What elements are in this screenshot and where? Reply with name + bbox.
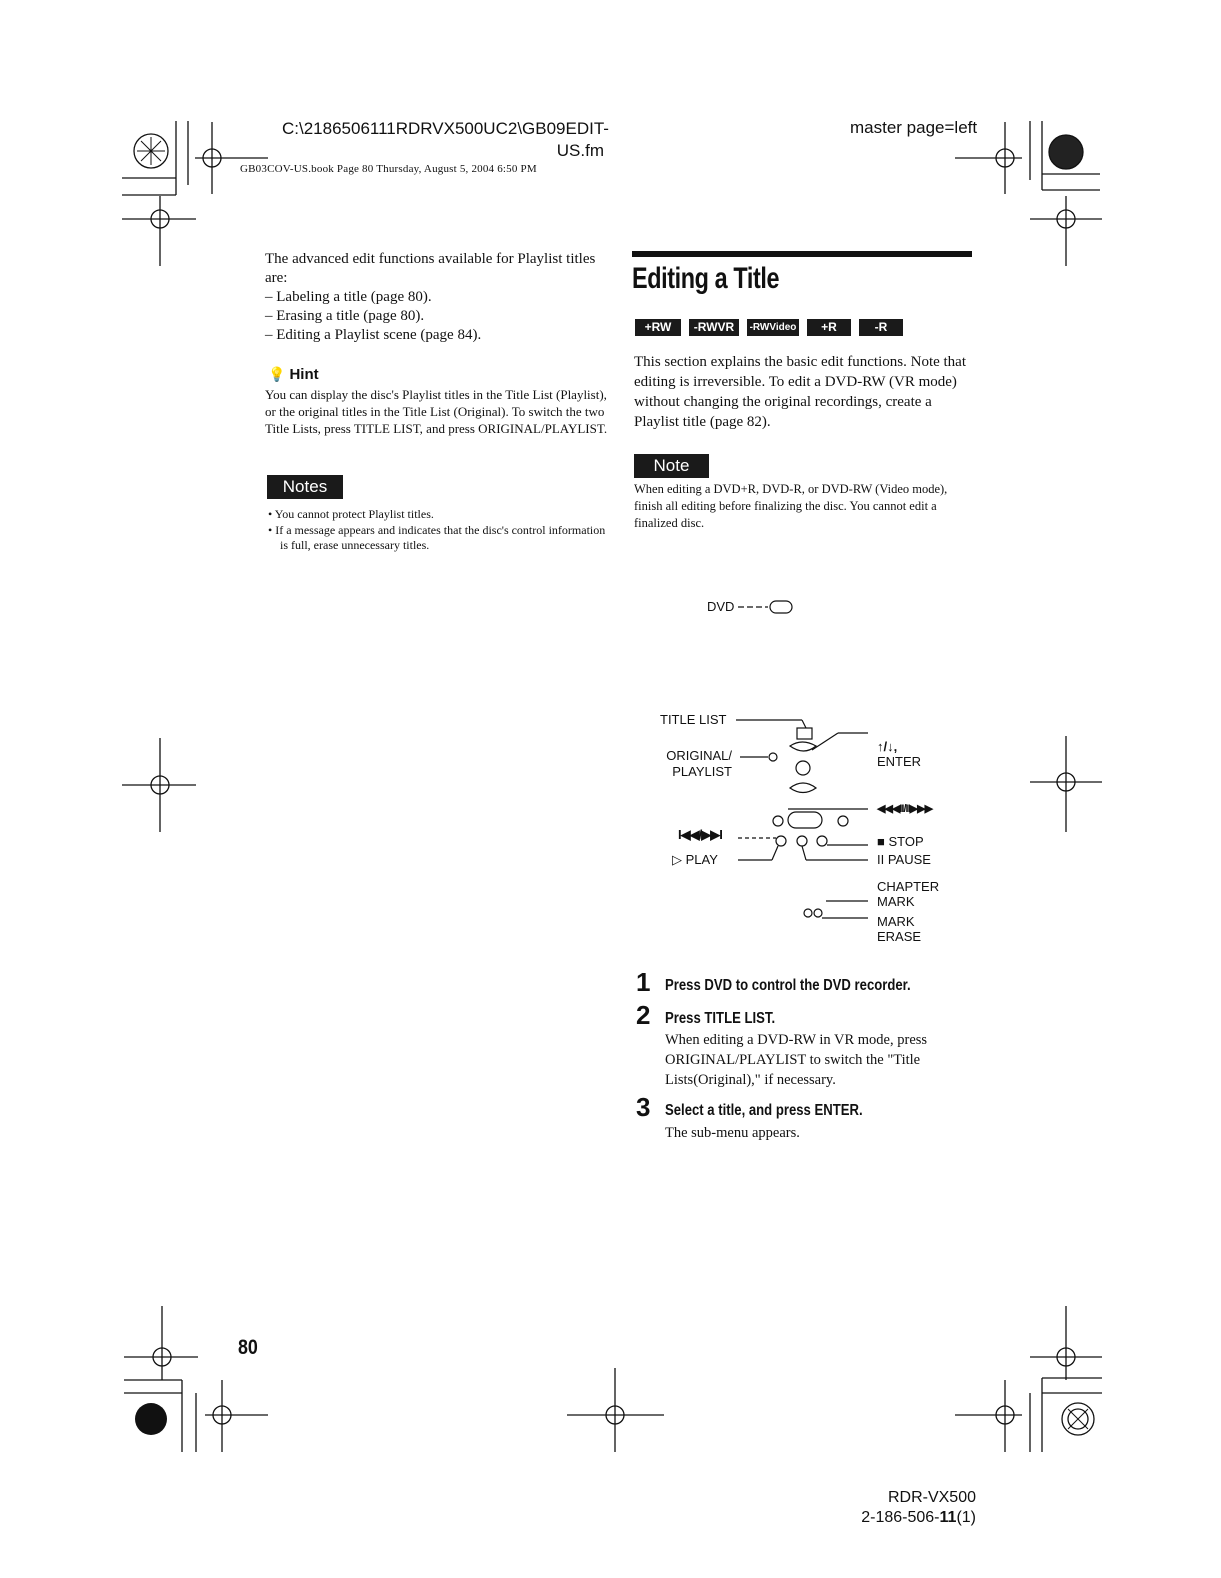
step-title: Press TITLE LIST. — [665, 1010, 776, 1027]
list-item: • You cannot protect Playlist titles. — [268, 507, 434, 521]
model-info — [820, 1488, 976, 1528]
prev-next-label: I◀◀/▶▶I — [678, 827, 722, 842]
chapter-mark-label — [877, 879, 939, 909]
lightbulb-icon: 💡 — [268, 366, 286, 382]
dvd-label: DVD — [707, 599, 735, 614]
list-item: – Erasing a title (page 80). — [265, 308, 425, 324]
disc-badge-rw-vr: -RWVR — [689, 319, 739, 336]
step-number: 3 — [636, 1092, 651, 1122]
step-title: Select a title, and press ENTER. — [665, 1102, 863, 1119]
list-item: – Editing a Playlist scene (page 84). — [265, 327, 482, 343]
chapter-label: CHAPTER — [877, 879, 940, 894]
erase-label: ERASE — [877, 929, 922, 944]
note-body: When editing a DVD+R, DVD-R, or DVD-RW (Video mode), finish all editing before finalizing the disc. You cannot edit a finalized disc. — [634, 482, 948, 530]
hint-title: Hint — [289, 366, 319, 383]
page-number: 80 — [238, 1336, 258, 1359]
step-body: The sub-menu appears. — [665, 1125, 800, 1141]
part-number-prefix: 2-186-506- — [861, 1509, 940, 1526]
disc-badge-plus-rw: +RW — [635, 319, 681, 336]
playlist-functions-intro: The advanced edit functions available for Playlist titles are: — [265, 251, 596, 286]
disc-badge-minus-r: -R — [859, 319, 903, 336]
disc-badge-plus-r: +R — [807, 319, 851, 336]
section-intro: This section explains the basic edit functions. Note that editing is irreversible. To edit a DVD-RW (VR mode) without changing the original recordings, create a Playlist title (page 82). — [634, 354, 967, 430]
step-number: 1 — [636, 967, 651, 997]
model-name: RDR-VX500 — [887, 1489, 976, 1506]
play-label: ▷ PLAY — [672, 852, 718, 867]
book-info: GB03COV-US.book Page 80 Thursday, August 5, 2004 6:50 PM — [240, 163, 537, 175]
step-title: Press DVD to control the DVD recorder. — [665, 977, 911, 994]
original-playlist-label — [660, 748, 732, 780]
part-number — [820, 1508, 976, 1528]
file-path-line-1: C:\2186506111RDRVX500UC2\GB09EDIT- — [282, 119, 609, 138]
mark-label: MARK — [877, 894, 915, 909]
step-body: When editing a DVD-RW in VR mode, press ORIGINAL/PLAYLIST to switch the "Title Lists(Original)," if necessary. — [665, 1032, 928, 1088]
hint-body: You can display the disc's Playlist titles in the Title List (Playlist), or the original titles in the Title List (Original). To switch the two Title Lists, press TITLE LIST, and press ORIGINAL/PLAYLIST. — [265, 387, 608, 436]
part-number-suffix: (1) — [956, 1509, 976, 1526]
list-item: • If a message appears and indicates that the disc's control information is full, erase unnecessary titles. — [268, 523, 606, 552]
part-number-bold: 11 — [939, 1509, 957, 1526]
disc-badge-rw-video: -RWVideo — [747, 319, 799, 336]
list-item: – Labeling a title (page 80). — [265, 289, 432, 305]
title-list-label: TITLE LIST — [660, 712, 727, 727]
mark-label: MARK — [877, 914, 915, 929]
original-label: ORIGINAL/ — [666, 748, 732, 763]
mark-erase-label — [877, 914, 921, 944]
pause-label: II PAUSE — [877, 852, 931, 867]
file-path-line-2: US.fm — [556, 141, 604, 160]
arrows-label: ↑/↓, — [877, 739, 898, 754]
notes-badge: Notes — [267, 475, 343, 499]
stop-label: ■ STOP — [877, 834, 924, 849]
page-title: Editing a Title — [632, 262, 780, 295]
step-number: 2 — [636, 1000, 651, 1030]
note-badge: Note — [634, 454, 709, 478]
master-page-label: master page=left — [850, 118, 978, 137]
playlist-label: PLAYLIST — [672, 764, 732, 779]
enter-label: ENTER — [877, 754, 922, 769]
skip-scan-label: ◀◀◀II/II▶▶▶ — [877, 803, 933, 815]
